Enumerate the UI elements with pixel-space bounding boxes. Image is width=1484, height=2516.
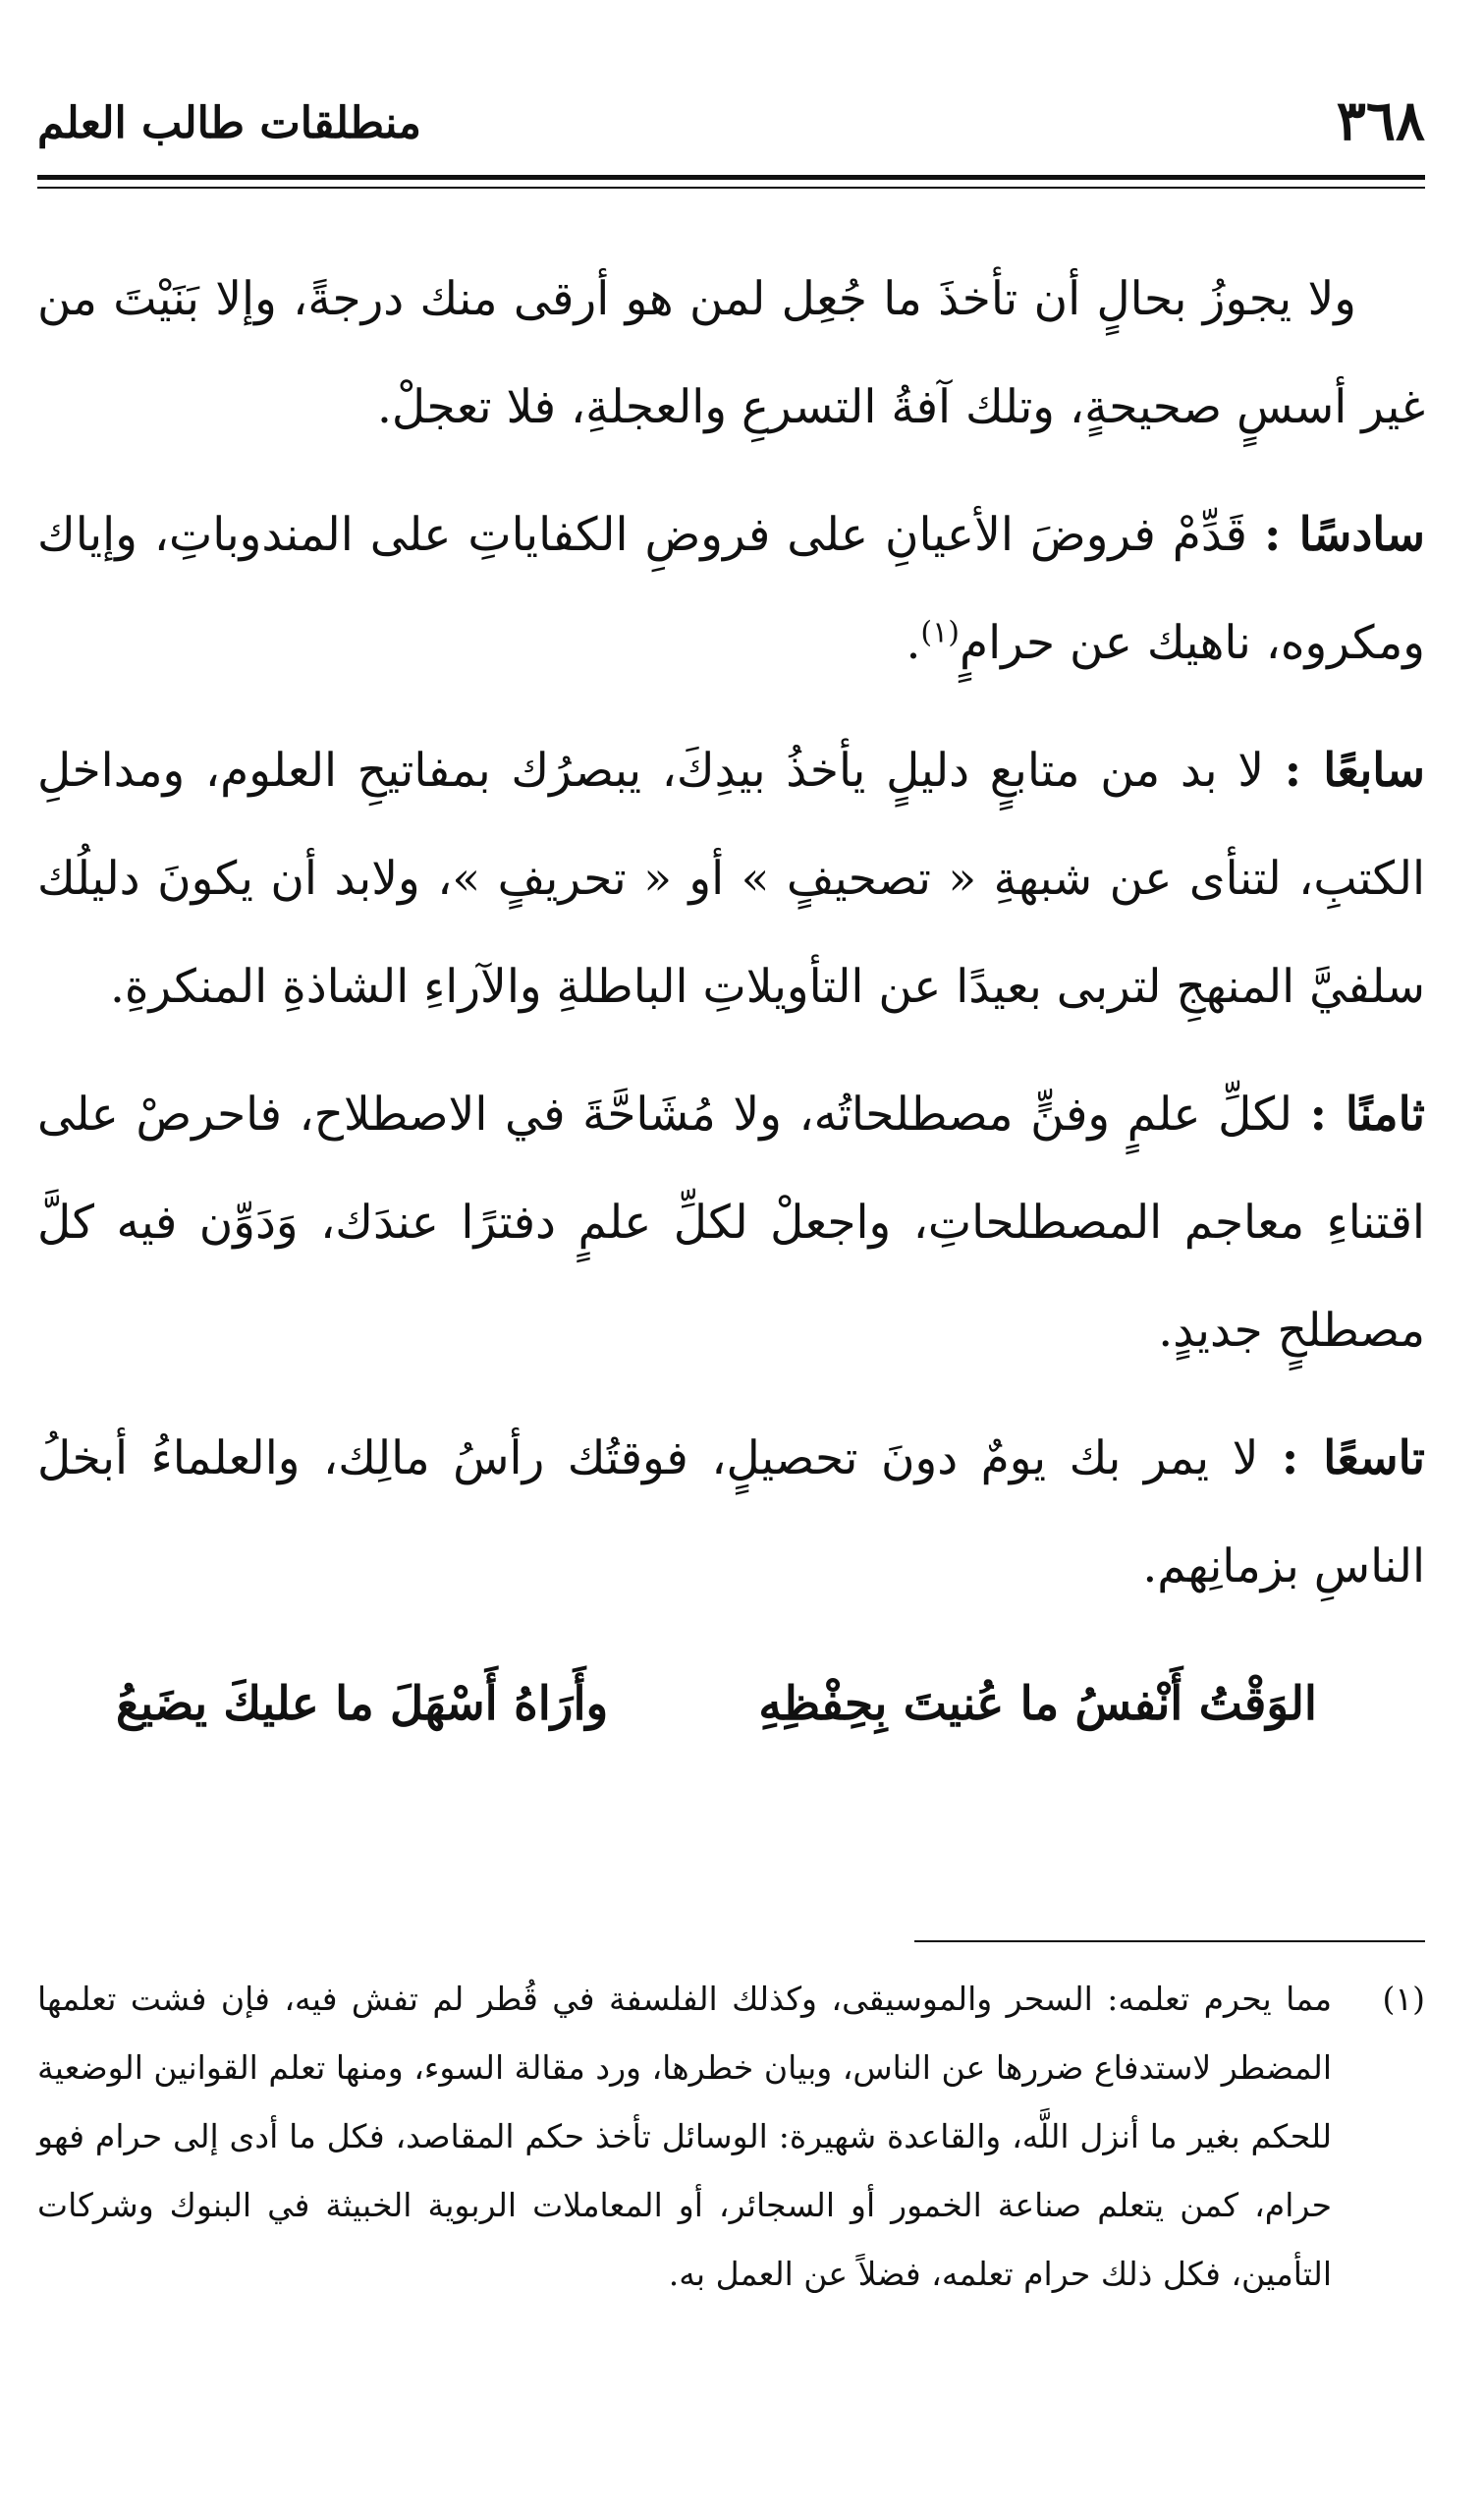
item-ninth	[37, 1405, 1425, 1621]
footnote-separator	[914, 1940, 1425, 1942]
verse-second-hemistich: وأَرَاهُ أَسْهَلَ ما عليكَ يضَيعُ	[116, 1677, 609, 1731]
item-text: لا يمر بك يومٌ دونَ تحصيلٍ، فوقتُك رأسُ مالِك، والعلماءُ أبخلُ الناسِ بزمانِهم.	[37, 1431, 1425, 1593]
item-sixth	[37, 481, 1425, 698]
item-label: تاسعًا :	[1281, 1431, 1425, 1485]
item-seventh	[37, 717, 1425, 1041]
header-rule-thin	[37, 187, 1425, 189]
main-text	[37, 246, 1425, 1759]
poetry-verse	[37, 1650, 1425, 1759]
footnote-marker: (١)	[1382, 1980, 1425, 2018]
intro-paragraph: ولا يجوزُ بحالٍ أن تأخذَ ما جُعِل لمن هو أرقى منك درجةً، وإلا بَنَيْتَ من غير أسسٍ صحيحةٍ، وتلك آفةُ التسرعِ والعجلةِ، فلا تعجلْ.	[37, 272, 1425, 434]
item-text: لا بد من متابعٍ دليلٍ يأخذُ بيدِكَ، يبصرُك بمفاتيحِ العلوم، ومداخلِ الكتبِ، لتنأى عن شبهةِ « تصحيفٍ » أو « تحريفٍ »، ولابد أن يكونَ دليلُك سلفيَّ المنهجِ لتربى بعيدًا عن التأويلاتِ الباطلةِ والآراءِ الشاذةِ المنكرةِ.	[37, 744, 1425, 1014]
page-number: ٣٦٨	[1336, 88, 1425, 153]
footnote-reference[interactable]: (١)	[920, 615, 960, 650]
item-label: سابعًا :	[1284, 744, 1425, 798]
item-text: لكلِّ علمٍ وفنٍّ مصطلحاتُه، ولا مُشَاحَّةَ في الاصطلاح، فاحرصْ على اقتناءِ معاجم المصطلحاتِ، واجعلْ لكلِّ علمٍ دفترًا عندَك، وَدَوِّن فيه كلَّ مصطلحٍ جديدٍ.	[37, 1088, 1425, 1358]
verse-first-hemistich: الوَقْتُ أَنْفسُ ما عُنيتَ بِحِفْظِهِ	[758, 1677, 1317, 1731]
item-eighth	[37, 1061, 1425, 1385]
footnotes	[37, 1965, 1425, 2309]
item-label: سادسًا :	[1263, 508, 1426, 562]
item-trailing-punctuation: .	[906, 616, 921, 670]
item-text: قَدِّمْ فروضَ الأعيانِ على فروضِ الكفاياتِ على المندوباتِ، وإياك ومكروه، ناهيك عن حرامٍ	[37, 508, 1425, 670]
header-rule-thick	[37, 175, 1425, 180]
running-title: منطلقات طالب العلم	[37, 98, 421, 148]
item-label: ثامنًا :	[1309, 1088, 1425, 1142]
footnote-text: مما يحرم تعلمه: السحر والموسيقى، وكذلك الفلسفة في قُطر لم تفش فيه، فإن فشت تعلمها المضطر لاستدفاع ضررها عن الناس، وبيان خطرها، ورد مقالة السوء، ومنها تعلم القوانين الوضعية للحكم بغير ما أنزل اللَّه، والقاعدة شهيرة: الوسائل تأخذ حكم المقاصد، فكل ما أدى إلى حرام فهو حرام، كمن يتعلم صناعة الخمور أو السجائر، أو المعاملات الربوية الخبيثة في البنوك وشركات التأمين، فكل ذلك حرام تعلمه، فضلاً عن العمل به.	[37, 1980, 1332, 2293]
page-header	[37, 88, 1425, 167]
